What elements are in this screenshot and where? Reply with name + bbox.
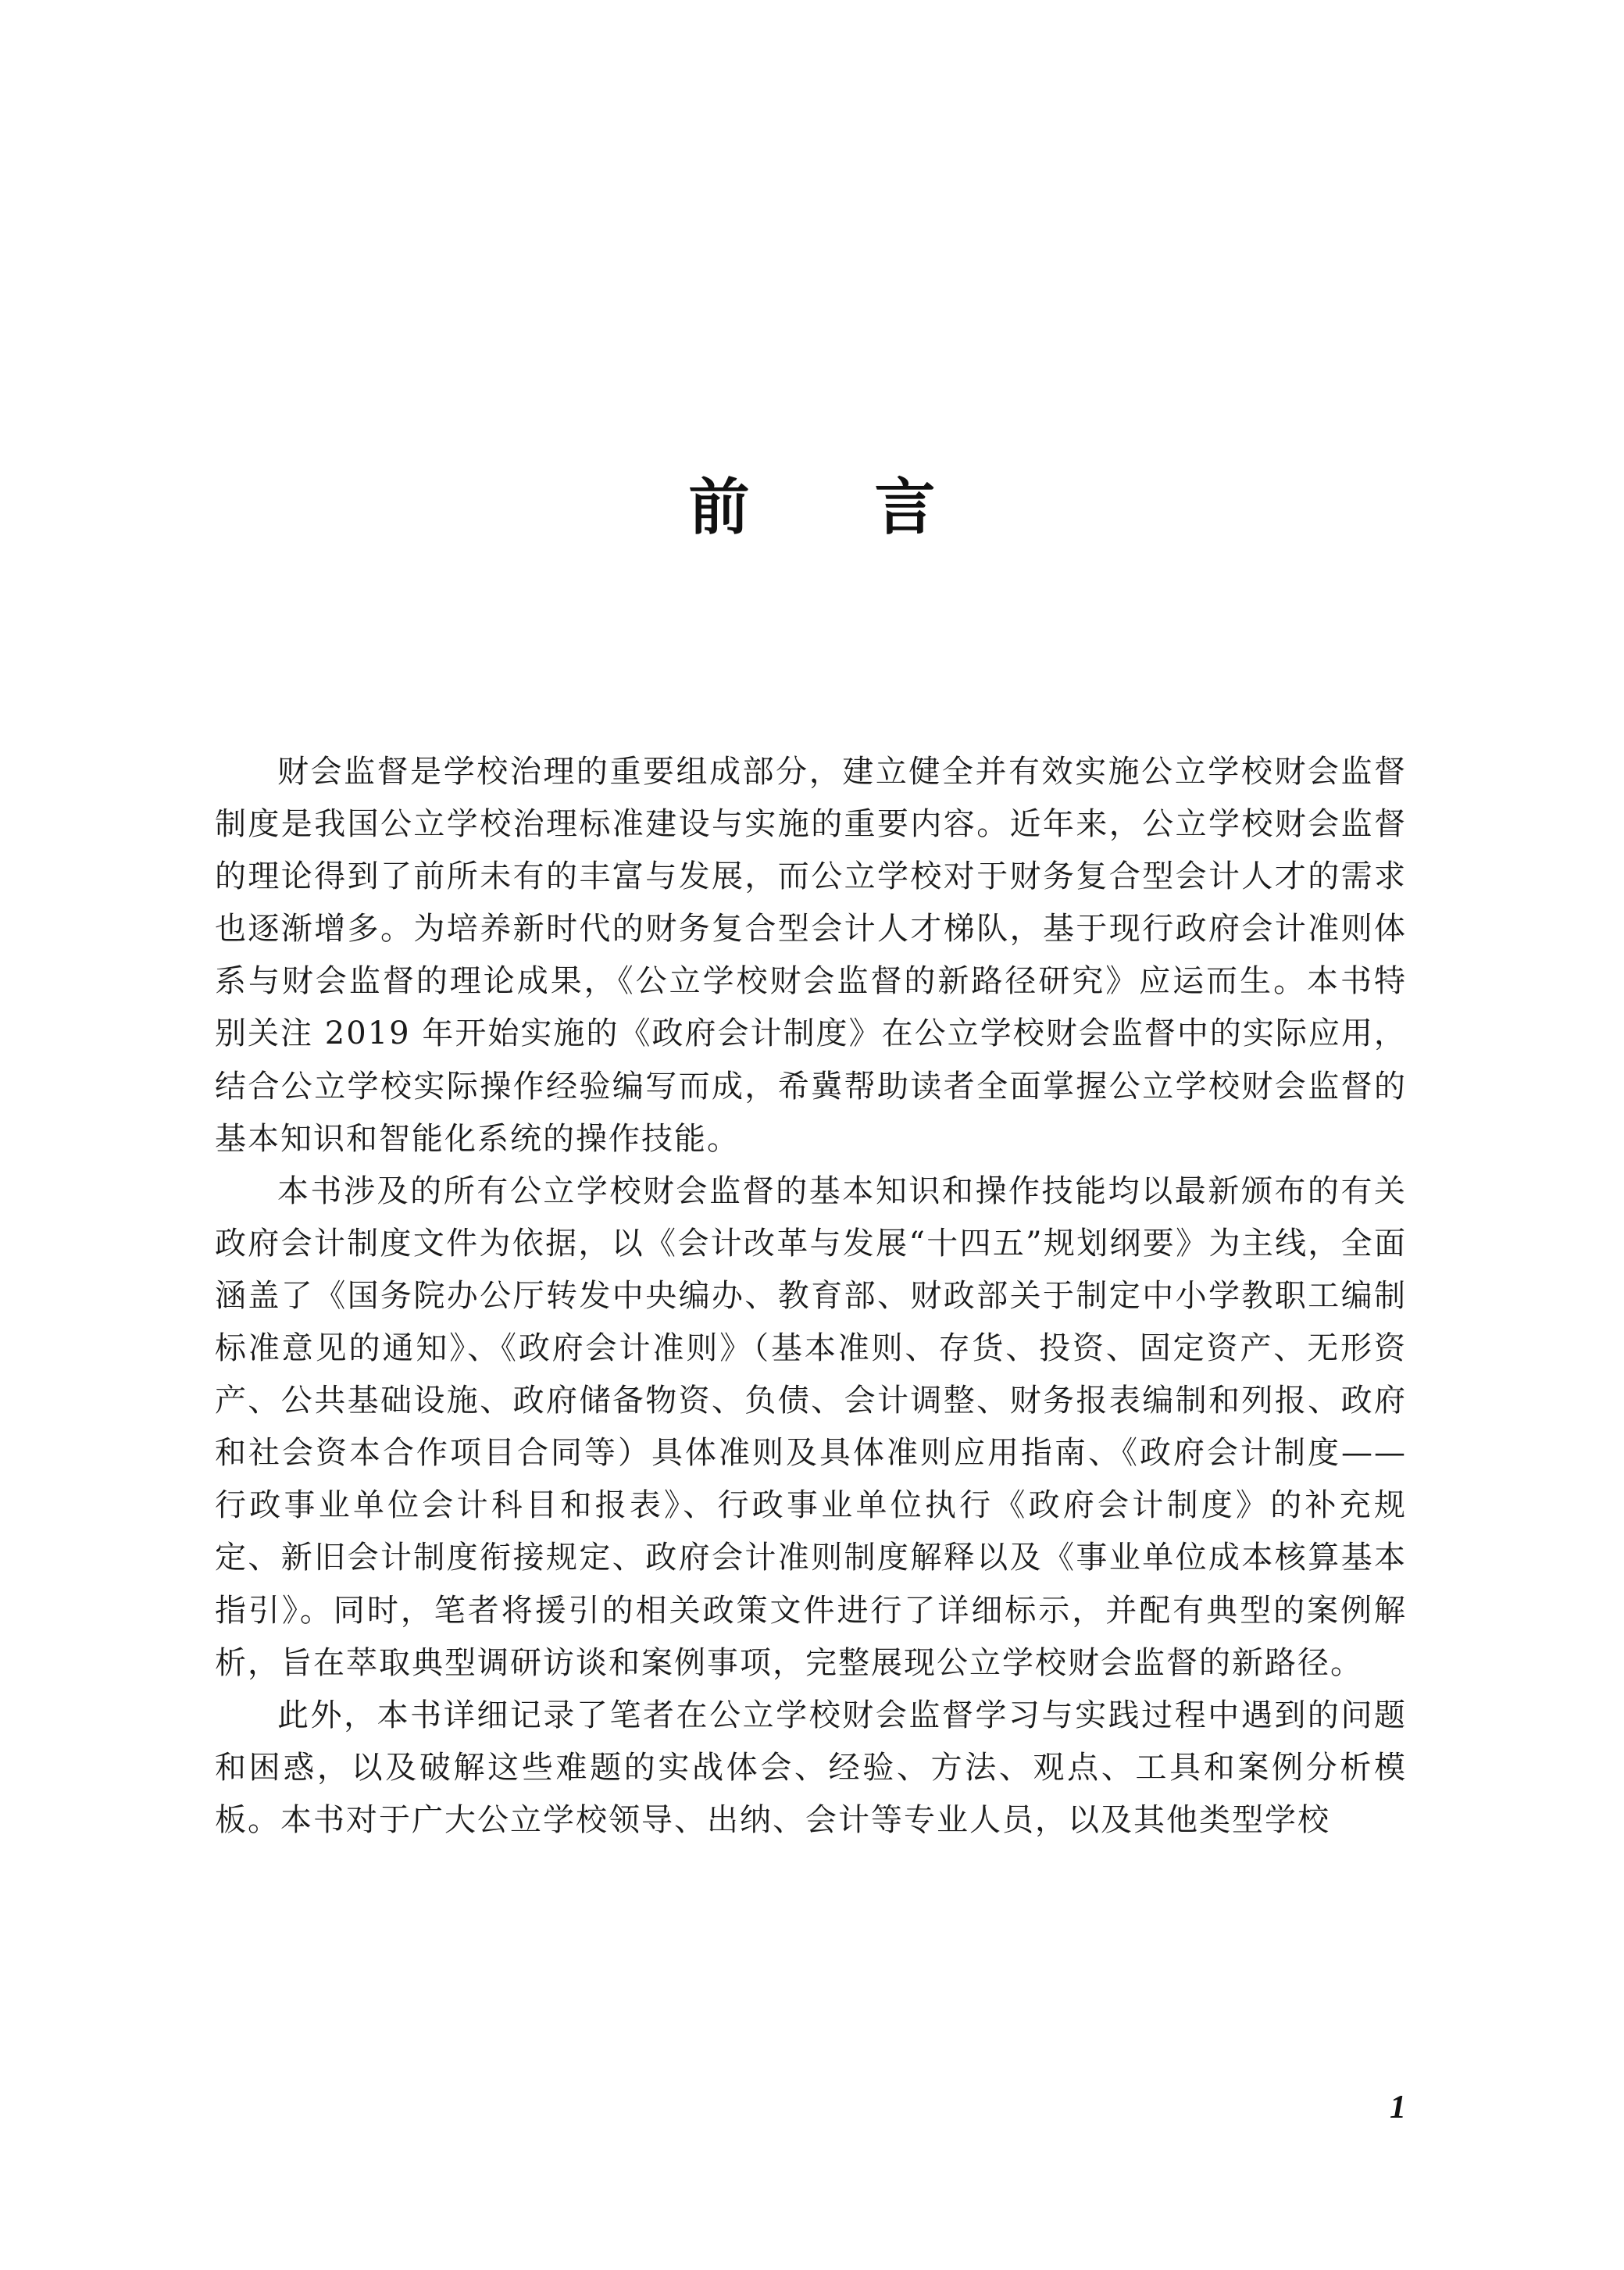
page-title — [0, 469, 1624, 547]
title-char-1: 前 — [688, 473, 750, 543]
page-number: 1 — [1390, 2090, 1406, 2125]
body-text — [215, 746, 1407, 1847]
title-char-2: 言 — [874, 473, 936, 543]
paragraph-1: 财会监督是学校治理的重要组成部分，建立健全并有效实施公立学校财会监督制度是我国公立学校治理标准建设与实施的重要内容。近年来，公立学校财会监督的理论得到了前所未有的丰富与发展，而公立学校对于财务复合型会计人才的需求也逐渐增多。为培养新时代的财务复合型会计人才梯队，基于现行政府会计准则体系与财会监督的理论成果，《公立学校财会监督的新路径研究》应运而生。本书特别关注 2019 年开始实施的《政府会计制度》在公立学校财会监督中的实际应用，结合公立学校实际操作经验编写而成，希冀帮助读者全面掌握公立学校财会监督的基本知识和智能化系统的操作技能。 — [215, 754, 1407, 1157]
paragraph-2: 本书涉及的所有公立学校财会监督的基本知识和操作技能均以最新颁布的有关政府会计制度文件为依据，以《会计改革与发展“十四五”规划纲要》为主线，全面涵盖了《国务院办公厅转发中央编办、教育部、财政部关于制定中小学教职工编制标准意见的通知》、《政府会计准则》（基本准则、存货、投资、固定资产、无形资产、公共基础设施、政府储备物资、负债、会计调整、财务报表编制和列报、政府和社会资本合作项目合同等）具体准则及具体准则应用指南、《政府会计制度——行政事业单位会计科目和报表》、行政事业单位执行《政府会计制度》的补充规定、新旧会计制度衔接规定、政府会计准则制度解释以及《事业单位成本核算基本指引》。同时，笔者将援引的相关政策文件进行了详细标示，并配有典型的案例解析，旨在萃取典型调研访谈和案例事项，完整展现公立学校财会监督的新路径。 — [215, 1172, 1407, 1681]
paragraph-3: 此外，本书详细记录了笔者在公立学校财会监督学习与实践过程中遇到的问题和困惑，以及破解这些难题的实战体会、经验、方法、观点、工具和案例分析模板。本书对于广大公立学校领导、出纳、会计等专业人员，以及其他类型学校 — [215, 1697, 1407, 1838]
